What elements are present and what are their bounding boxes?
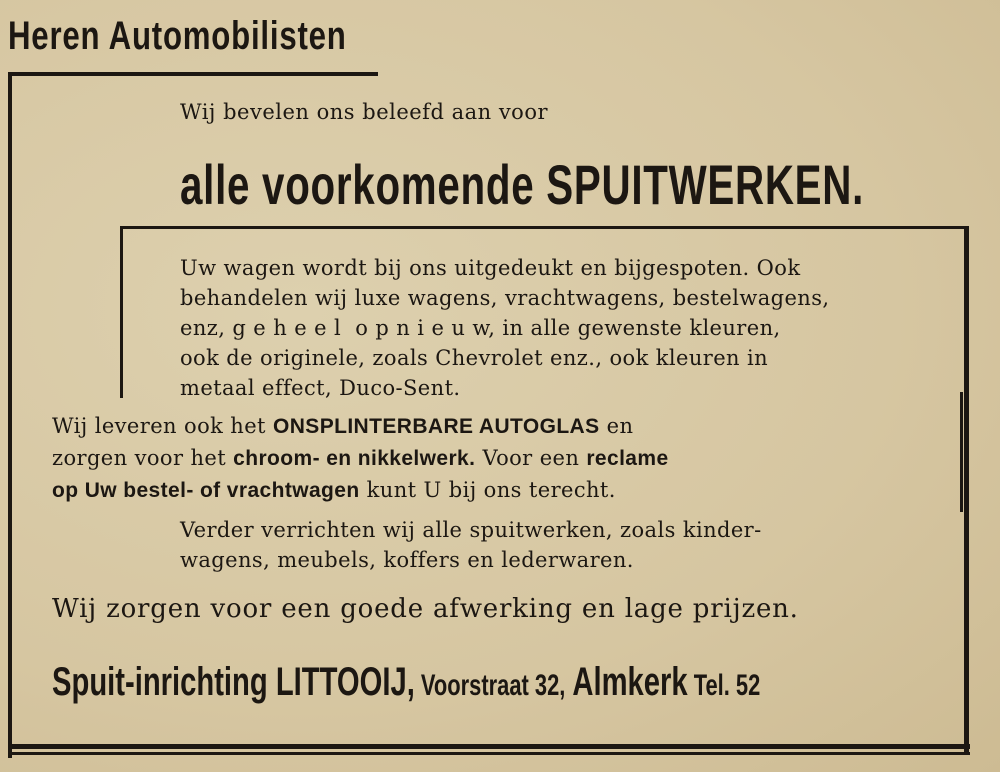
- paragraph2-line2: [52, 446, 669, 471]
- text-span: Wij leveren ook het: [52, 414, 273, 438]
- paragraph1-line: ook de originele, zoals Chevrolet enz., ook kleuren in: [180, 346, 769, 370]
- inner-box-left-border: [120, 228, 123, 398]
- text-span: en: [599, 414, 634, 438]
- paragraph1-line: behandelen wij luxe wagens, vrachtwagens, bestelwagens,: [180, 286, 830, 310]
- intro-line: Wij bevelen ons beleefd aan voor: [180, 100, 549, 124]
- frame-left-border: [8, 72, 12, 758]
- paragraph1-line: enz, g e h e e l o p n i e u w, in alle gewenste kleuren,: [180, 316, 781, 340]
- ad-heading: Heren Automobilisten: [8, 14, 347, 58]
- inner-box-top-border: [120, 226, 969, 229]
- frame-bottom-border-secondary: [8, 752, 970, 755]
- footer-address: [52, 660, 760, 705]
- paragraph3-line: Verder verrichten wij alle spuitwerken, zoals kinder-: [180, 518, 762, 542]
- city-name: Almkerk: [565, 660, 688, 704]
- text-span: kunt U bij ons terecht.: [359, 478, 616, 502]
- street-address: Voorstraat 32,: [414, 669, 566, 702]
- inner-box-right-border: [960, 392, 963, 512]
- frame-bottom-border: [8, 744, 970, 749]
- emphasis-reclame: reclame: [586, 447, 669, 470]
- emphasis-autoglas: ONSPLINTERBARE AUTOGLAS: [272, 415, 600, 438]
- telephone: Tel. 52: [687, 669, 761, 702]
- frame-right-border: [964, 228, 969, 752]
- paragraph2-line1: [52, 414, 633, 439]
- headline: alle voorkomende SPUITWERKEN.: [180, 153, 865, 216]
- company-name: Spuit-inrichting LITTOOIJ,: [52, 660, 415, 704]
- emphasis-bestel: op Uw bestel- of vrachtwagen: [52, 479, 360, 502]
- paragraph3-line: wagens, meubels, koffers en lederwaren.: [180, 548, 634, 572]
- text-span: zorgen voor het: [52, 446, 234, 470]
- heading-underline: [8, 72, 378, 76]
- text-span: Voor een: [475, 446, 587, 470]
- paragraph1-line: Uw wagen wordt bij ons uitgedeukt en bijgespoten. Ook: [180, 256, 801, 280]
- paragraph2-line3: [52, 478, 616, 503]
- closing-line: Wij zorgen voor een goede afwerking en lage prijzen.: [52, 594, 799, 624]
- emphasis-chroom: chroom- en nikkelwerk.: [233, 447, 476, 470]
- paragraph1-line: metaal effect, Duco-Sent.: [180, 376, 461, 400]
